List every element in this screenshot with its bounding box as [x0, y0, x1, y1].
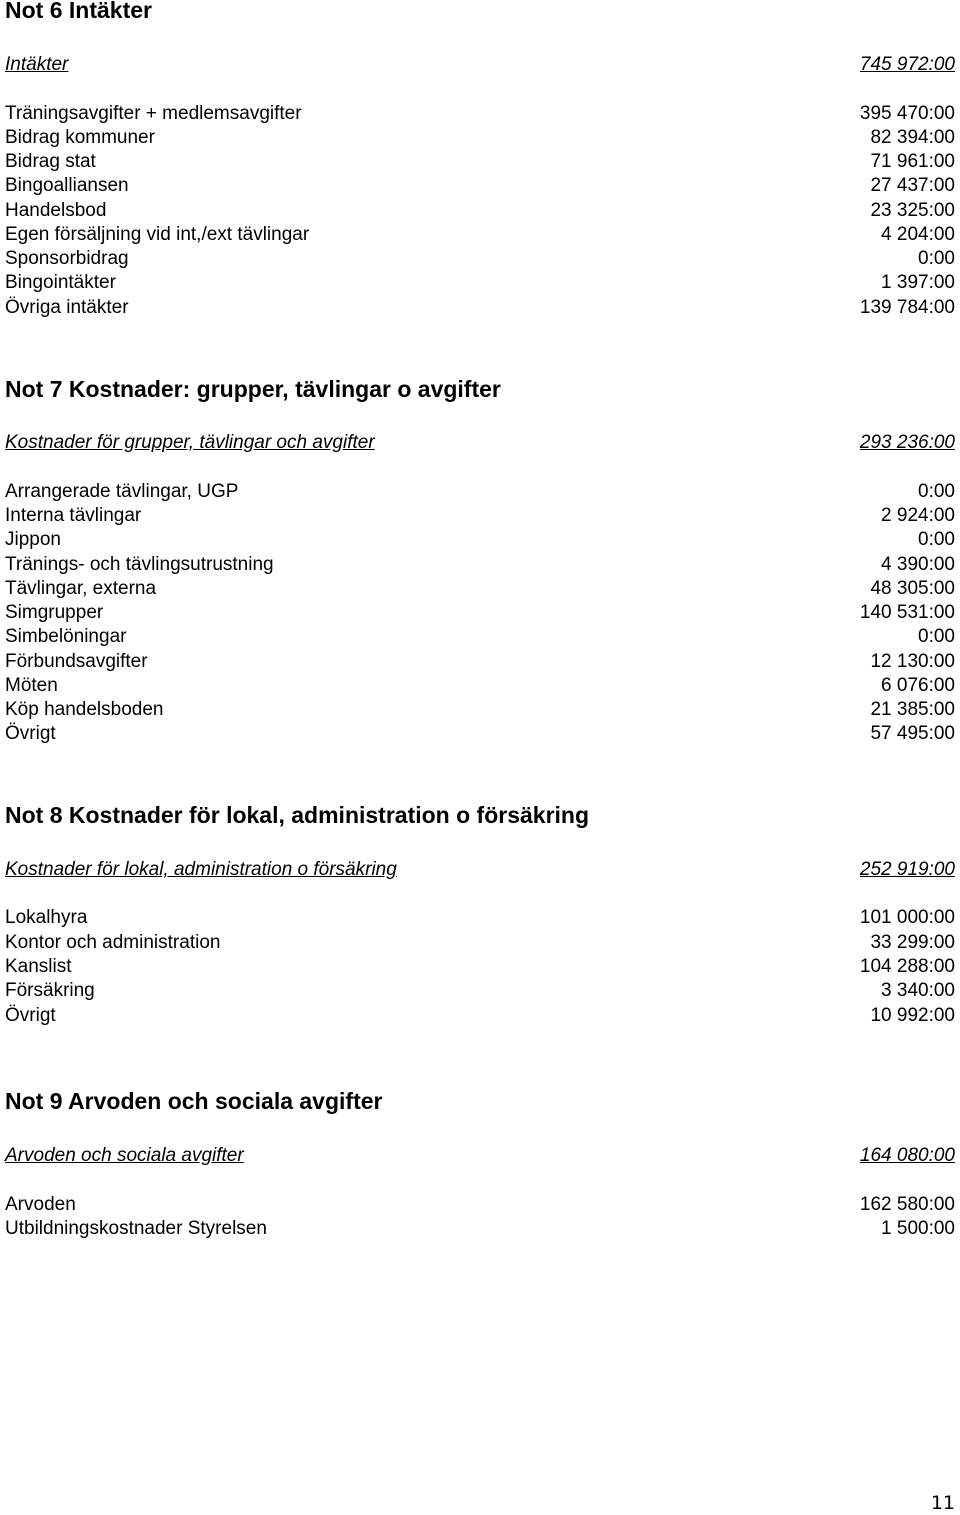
row-value: 0:00	[918, 529, 955, 550]
not7-row	[5, 722, 955, 746]
row-label: Övrigt	[5, 723, 56, 744]
not9-row	[5, 1193, 955, 1217]
not8-heading: Not 8 Kostnader för lokal, administration o försäkring	[5, 802, 590, 828]
row-value: 139 784:00	[859, 297, 955, 318]
row-value: 23 325:00	[870, 200, 955, 221]
not7-row	[5, 650, 955, 674]
row-value: 104 288:00	[859, 956, 955, 977]
row-label: Simgrupper	[5, 602, 104, 623]
page-number: 11	[930, 1492, 955, 1514]
not8-row	[5, 955, 955, 979]
not7-row	[5, 698, 955, 722]
not7-summary-label: Kostnader för grupper, tävlingar och avgifter	[5, 432, 375, 453]
row-label: Handelsbod	[5, 200, 107, 221]
not7-row	[5, 577, 955, 601]
row-value: 12 130:00	[870, 651, 955, 672]
not6-row	[5, 271, 955, 295]
row-label: Kanslist	[5, 956, 72, 977]
row-label: Träningsavgifter + medlemsavgifter	[5, 103, 302, 124]
not7-heading: Not 7 Kostnader: grupper, tävlingar o avgifter	[5, 376, 501, 402]
row-label: Bingoalliansen	[5, 175, 129, 196]
row-value: 71 961:00	[870, 151, 955, 172]
row-label: Bingointäkter	[5, 272, 116, 293]
row-value: 10 992:00	[870, 1005, 955, 1026]
row-value: 4 390:00	[881, 554, 955, 575]
not6-summary-row	[5, 53, 955, 77]
not6-summary-label: Intäkter	[5, 54, 69, 75]
not7-summary-value: 293 236:00	[859, 432, 955, 453]
not6-row	[5, 126, 955, 150]
row-value: 0:00	[918, 248, 955, 269]
row-value: 0:00	[918, 626, 955, 647]
row-label: Interna tävlingar	[5, 505, 142, 526]
row-value: 162 580:00	[859, 1194, 955, 1215]
not8-row	[5, 906, 955, 930]
row-value: 82 394:00	[870, 127, 955, 148]
not7-row	[5, 504, 955, 528]
row-label: Försäkring	[5, 980, 95, 1001]
row-label: Övrigt	[5, 1005, 56, 1026]
row-value: 3 340:00	[881, 980, 955, 1001]
not9-summary-row	[5, 1144, 955, 1168]
not9-heading: Not 9 Arvoden och sociala avgifter	[5, 1088, 383, 1114]
row-label: Lokalhyra	[5, 907, 88, 928]
not7-row	[5, 528, 955, 552]
row-value: 33 299:00	[870, 932, 955, 953]
not6-row	[5, 296, 955, 320]
not7-row	[5, 601, 955, 625]
row-value: 1 397:00	[881, 272, 955, 293]
not6-summary-value: 745 972:00	[859, 54, 955, 75]
row-label: Kontor och administration	[5, 932, 221, 953]
row-label: Möten	[5, 675, 58, 696]
row-value: 21 385:00	[870, 699, 955, 720]
not9-row	[5, 1217, 955, 1241]
row-value: 6 076:00	[881, 675, 955, 696]
not7-row	[5, 625, 955, 649]
row-label: Sponsorbidrag	[5, 248, 129, 269]
row-value: 101 000:00	[859, 907, 955, 928]
row-value: 48 305:00	[870, 578, 955, 599]
row-value: 2 924:00	[881, 505, 955, 526]
row-label: Bidrag kommuner	[5, 127, 155, 148]
not6-heading: Not 6 Intäkter	[5, 0, 152, 23]
not8-row	[5, 931, 955, 955]
row-value: 0:00	[918, 481, 955, 502]
not8-summary-row	[5, 858, 955, 882]
row-label: Arrangerade tävlingar, UGP	[5, 481, 239, 502]
row-label: Arvoden	[5, 1194, 76, 1215]
not6-row	[5, 247, 955, 271]
not8-row	[5, 979, 955, 1003]
row-value: 395 470:00	[859, 103, 955, 124]
row-value: 4 204:00	[881, 224, 955, 245]
not6-row	[5, 223, 955, 247]
not8-summary-label: Kostnader för lokal, administration o försäkring	[5, 859, 397, 880]
row-label: Tränings- och tävlingsutrustning	[5, 554, 274, 575]
row-label: Bidrag stat	[5, 151, 96, 172]
not6-row	[5, 199, 955, 223]
not8-summary-value: 252 919:00	[859, 859, 955, 880]
not9-summary-label: Arvoden och sociala avgifter	[5, 1145, 244, 1166]
row-label: Egen försäljning vid int,/ext tävlingar	[5, 224, 310, 245]
not6-row	[5, 174, 955, 198]
not7-row	[5, 480, 955, 504]
not6-row	[5, 150, 955, 174]
row-label: Jippon	[5, 529, 61, 550]
row-label: Köp handelsboden	[5, 699, 164, 720]
row-label: Tävlingar, externa	[5, 578, 157, 599]
row-label: Övriga intäkter	[5, 297, 129, 318]
row-value: 1 500:00	[881, 1218, 955, 1239]
not7-row	[5, 553, 955, 577]
row-label: Simbelöningar	[5, 626, 127, 647]
not8-row	[5, 1004, 955, 1028]
row-value: 140 531:00	[859, 602, 955, 623]
not9-summary-value: 164 080:00	[859, 1145, 955, 1166]
row-value: 57 495:00	[870, 723, 955, 744]
not7-row	[5, 674, 955, 698]
not7-summary-row	[5, 431, 955, 455]
not6-row	[5, 102, 955, 126]
row-label: Förbundsavgifter	[5, 651, 148, 672]
row-value: 27 437:00	[870, 175, 955, 196]
row-label: Utbildningskostnader Styrelsen	[5, 1218, 267, 1239]
